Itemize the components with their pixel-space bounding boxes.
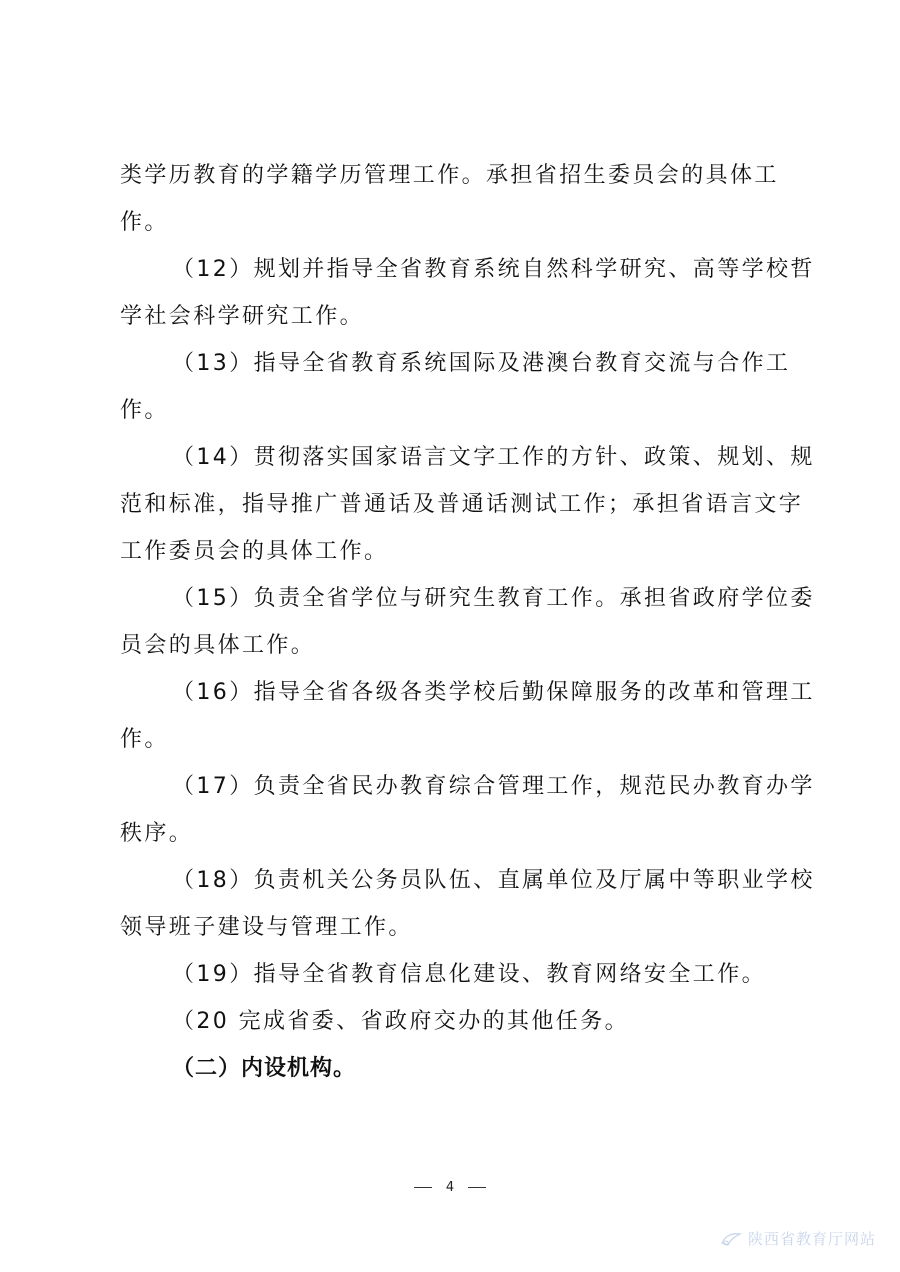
list-item-17: （17）负责全省民办教育综合管理工作，规范民办教育办学 (172, 774, 815, 799)
list-item-12: （12）规划并指导全省教育系统自然科学研究、高等学校哲 (172, 257, 815, 282)
watermark (720, 1228, 876, 1249)
list-item-20: （20 完成省委、省政府交办的其他任务。 (172, 1009, 629, 1034)
document-body (120, 152, 815, 1092)
body-line: 秩序。 (120, 821, 194, 846)
page-number: 4 (445, 1180, 455, 1195)
body-line: 作。 (120, 210, 169, 235)
section-heading: （二）内设机构。 (172, 1055, 357, 1081)
list-item-19: （19）指导全省教育信息化建设、教育网络安全工作。 (172, 962, 766, 987)
footer-dash-right (468, 1187, 486, 1188)
page-footer (0, 1180, 900, 1195)
body-line: 作。 (120, 727, 169, 752)
list-item-18: （18）负责机关公务员队伍、直属单位及厅属中等职业学校 (172, 868, 815, 893)
body-line: 领导班子建设与管理工作。 (120, 915, 413, 940)
list-item-16: （16）指导全省各级各类学校后勤保障服务的改革和管理工 (172, 680, 815, 705)
body-line: 工作委员会的具体工作。 (120, 539, 389, 564)
body-line: 类学历教育的学籍学历管理工作。承担省招生委员会的具体工 (120, 163, 779, 188)
logo-icon (720, 1231, 742, 1247)
footer-dash-left (414, 1187, 432, 1188)
body-line: 作。 (120, 398, 169, 423)
watermark-text: 陕西省教育厅网站 (747, 1230, 876, 1248)
body-line: 范和标准，指导推广普通话及普通话测试工作；承担省语言文字 (120, 492, 804, 517)
body-line: 学社会科学研究工作。 (120, 304, 365, 329)
list-item-15: （15）负责全省学位与研究生教育工作。承担省政府学位委 (172, 586, 815, 611)
list-item-13: （13）指导全省教育系统国际及港澳台教育交流与合作工 (172, 351, 791, 376)
list-item-14: （14）贯彻落实国家语言文字工作的方针、政策、规划、规 (172, 445, 815, 470)
body-line: 员会的具体工作。 (120, 633, 316, 658)
